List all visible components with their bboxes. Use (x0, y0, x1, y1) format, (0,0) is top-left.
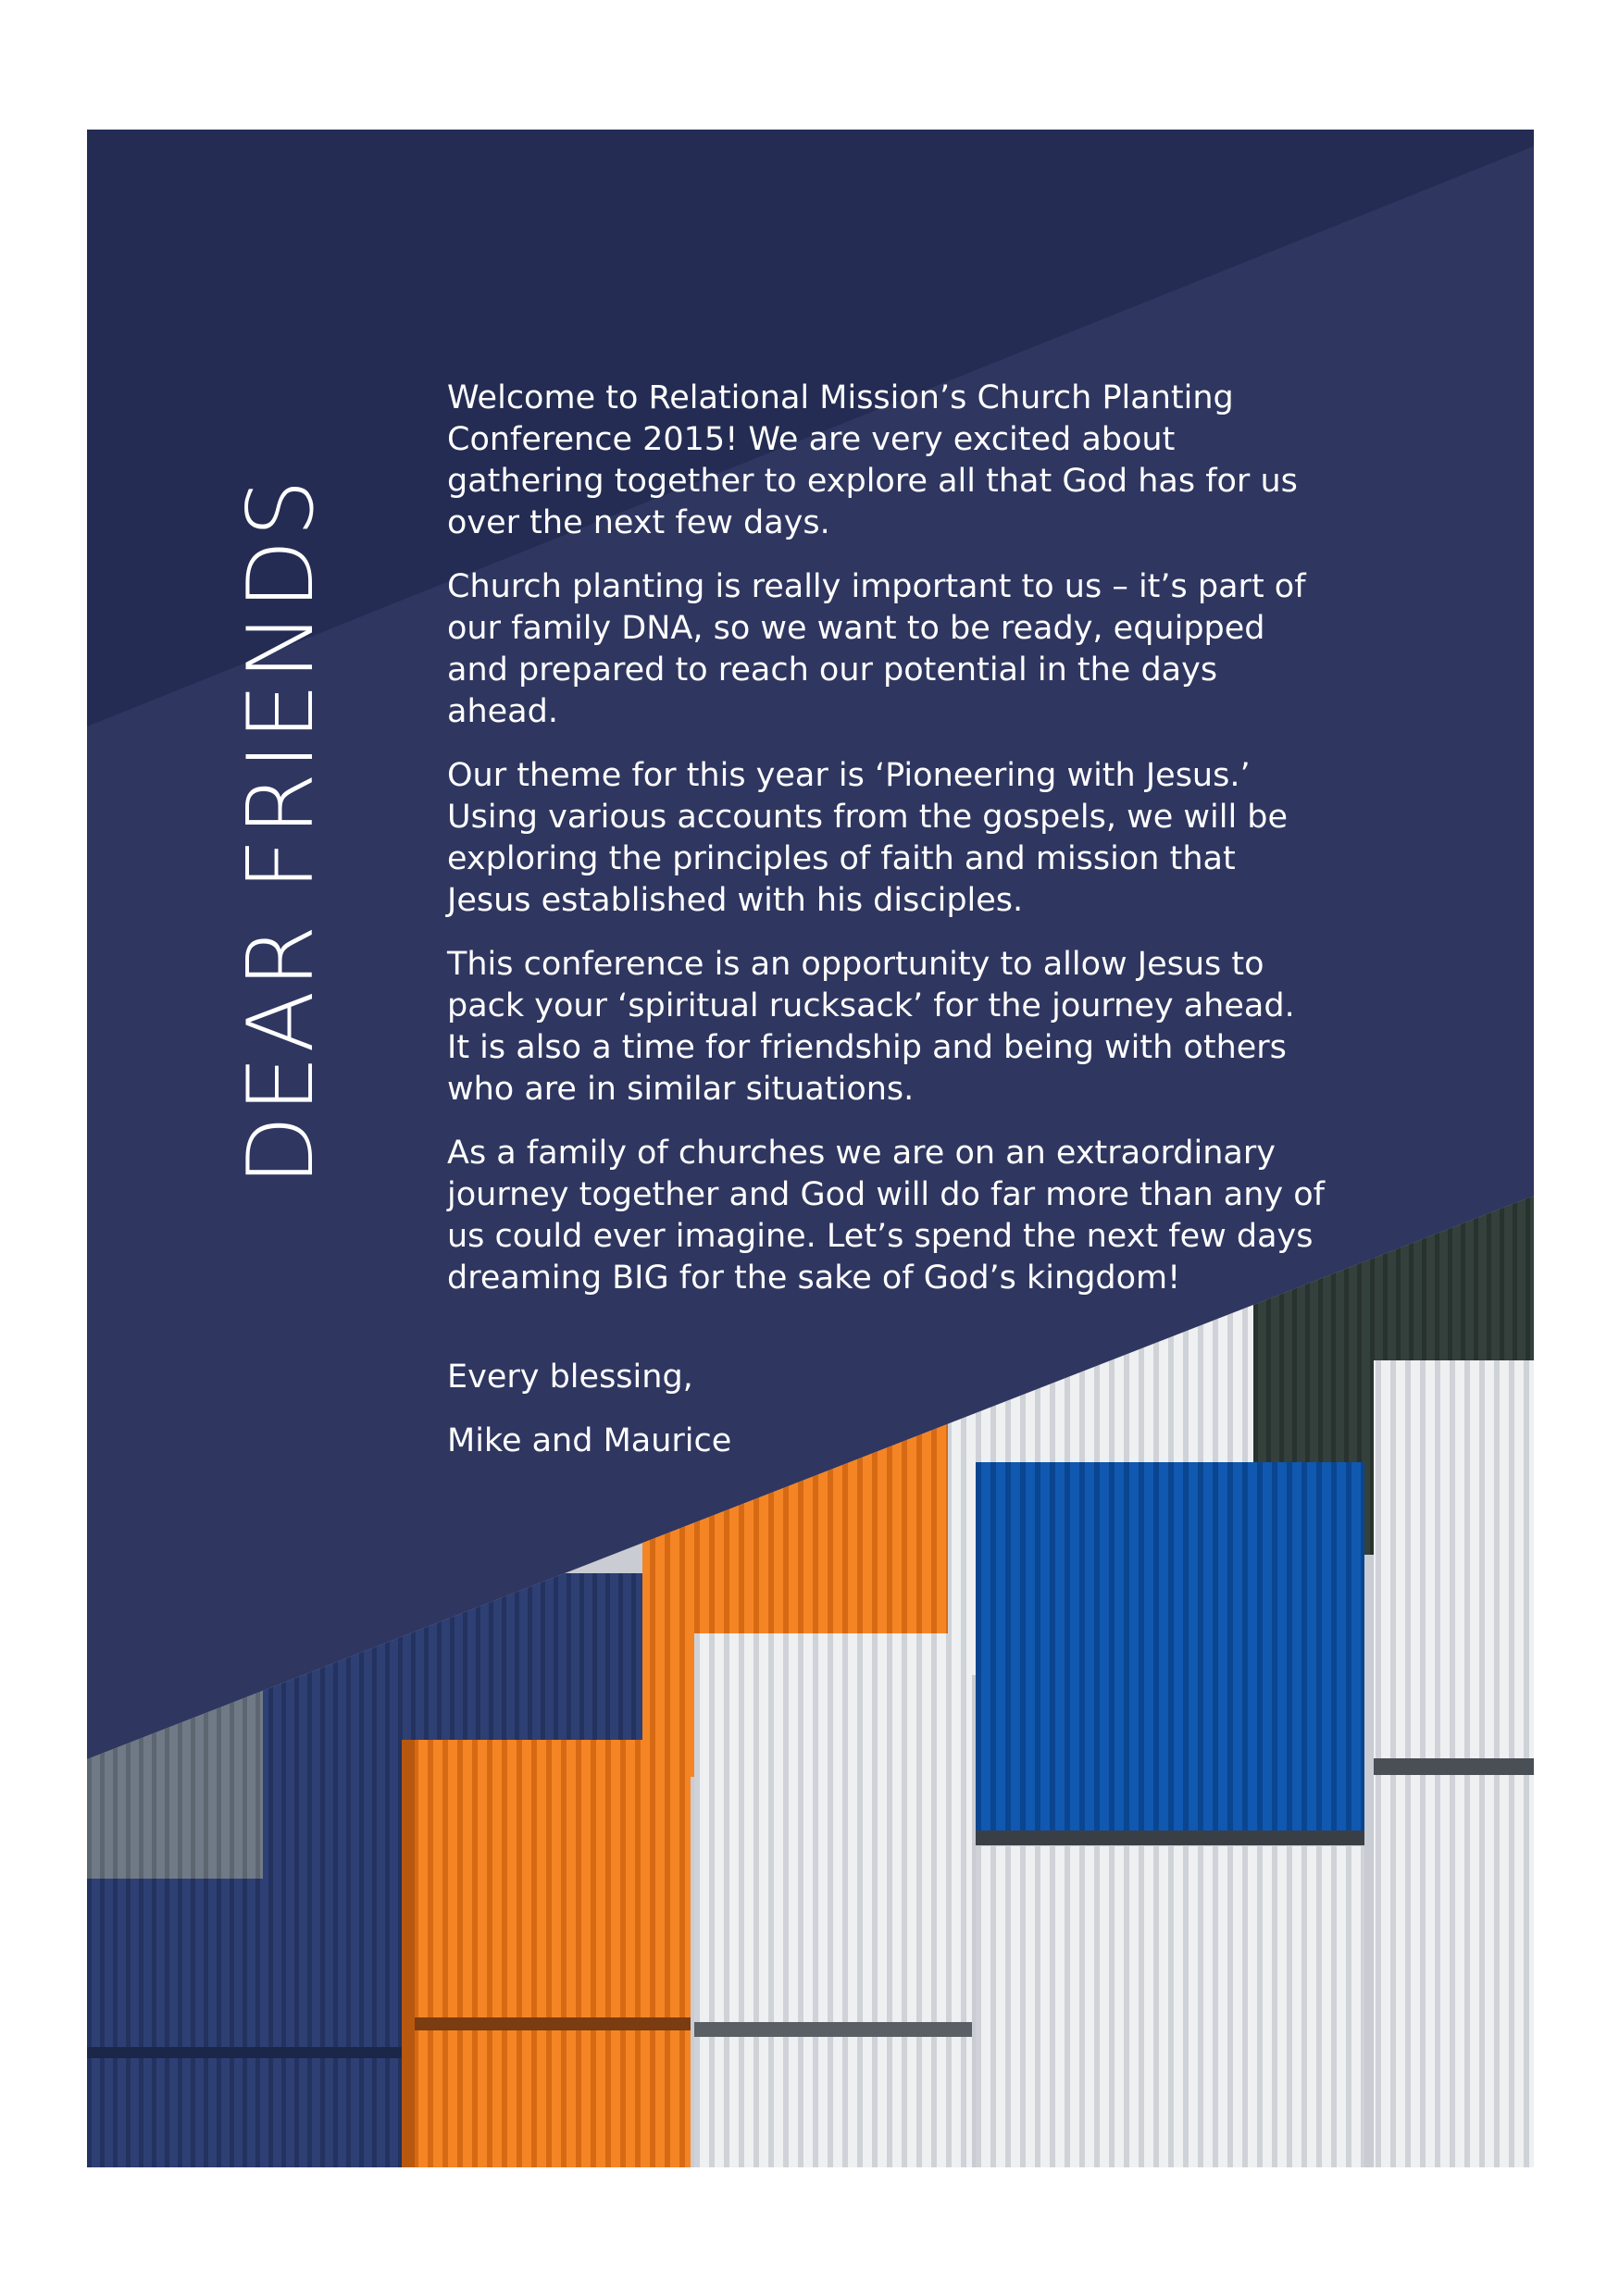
paragraph-opportunity: This conference is an opportunity to allow Jesus to pack your ‘spiritual rucksack’ for the journey ahead. It is also a time for friendship and being with others who are in similar situations. (447, 946, 1295, 1108)
paragraph-theme: Our theme for this year is ‘Pioneering with Jesus.’ Using various accounts from the gospels, we will be exploring the principles of faith and mission that Jesus established with his disciples. (447, 757, 1289, 919)
letter-body (447, 378, 1326, 1484)
letter-closing (447, 1357, 1326, 1462)
paragraph-welcome: Welcome to Relational Mission’s Church Planting Conference 2015! We are very excited about gathering together to explore all that God has for us over the next few days. (447, 379, 1298, 541)
paragraph-family: As a family of churches we are on an extraordinary journey together and God will do far more than any of us could ever imagine. Let’s spend the next few days dreaming BIG for the sake of God’s kingdom! (447, 1135, 1325, 1297)
letter-panel (87, 130, 1534, 2167)
signature: Mike and Maurice (447, 1422, 732, 1459)
heading-text: DEAR FRIENDS (229, 477, 334, 1185)
paragraph-church-planting: Church planting is really important to us – it’s part of our family DNA, so we want to be ready, equipped and prepared to reach our potential in the days ahead. (447, 568, 1306, 730)
sign-off: Every blessing, (447, 1359, 693, 1396)
